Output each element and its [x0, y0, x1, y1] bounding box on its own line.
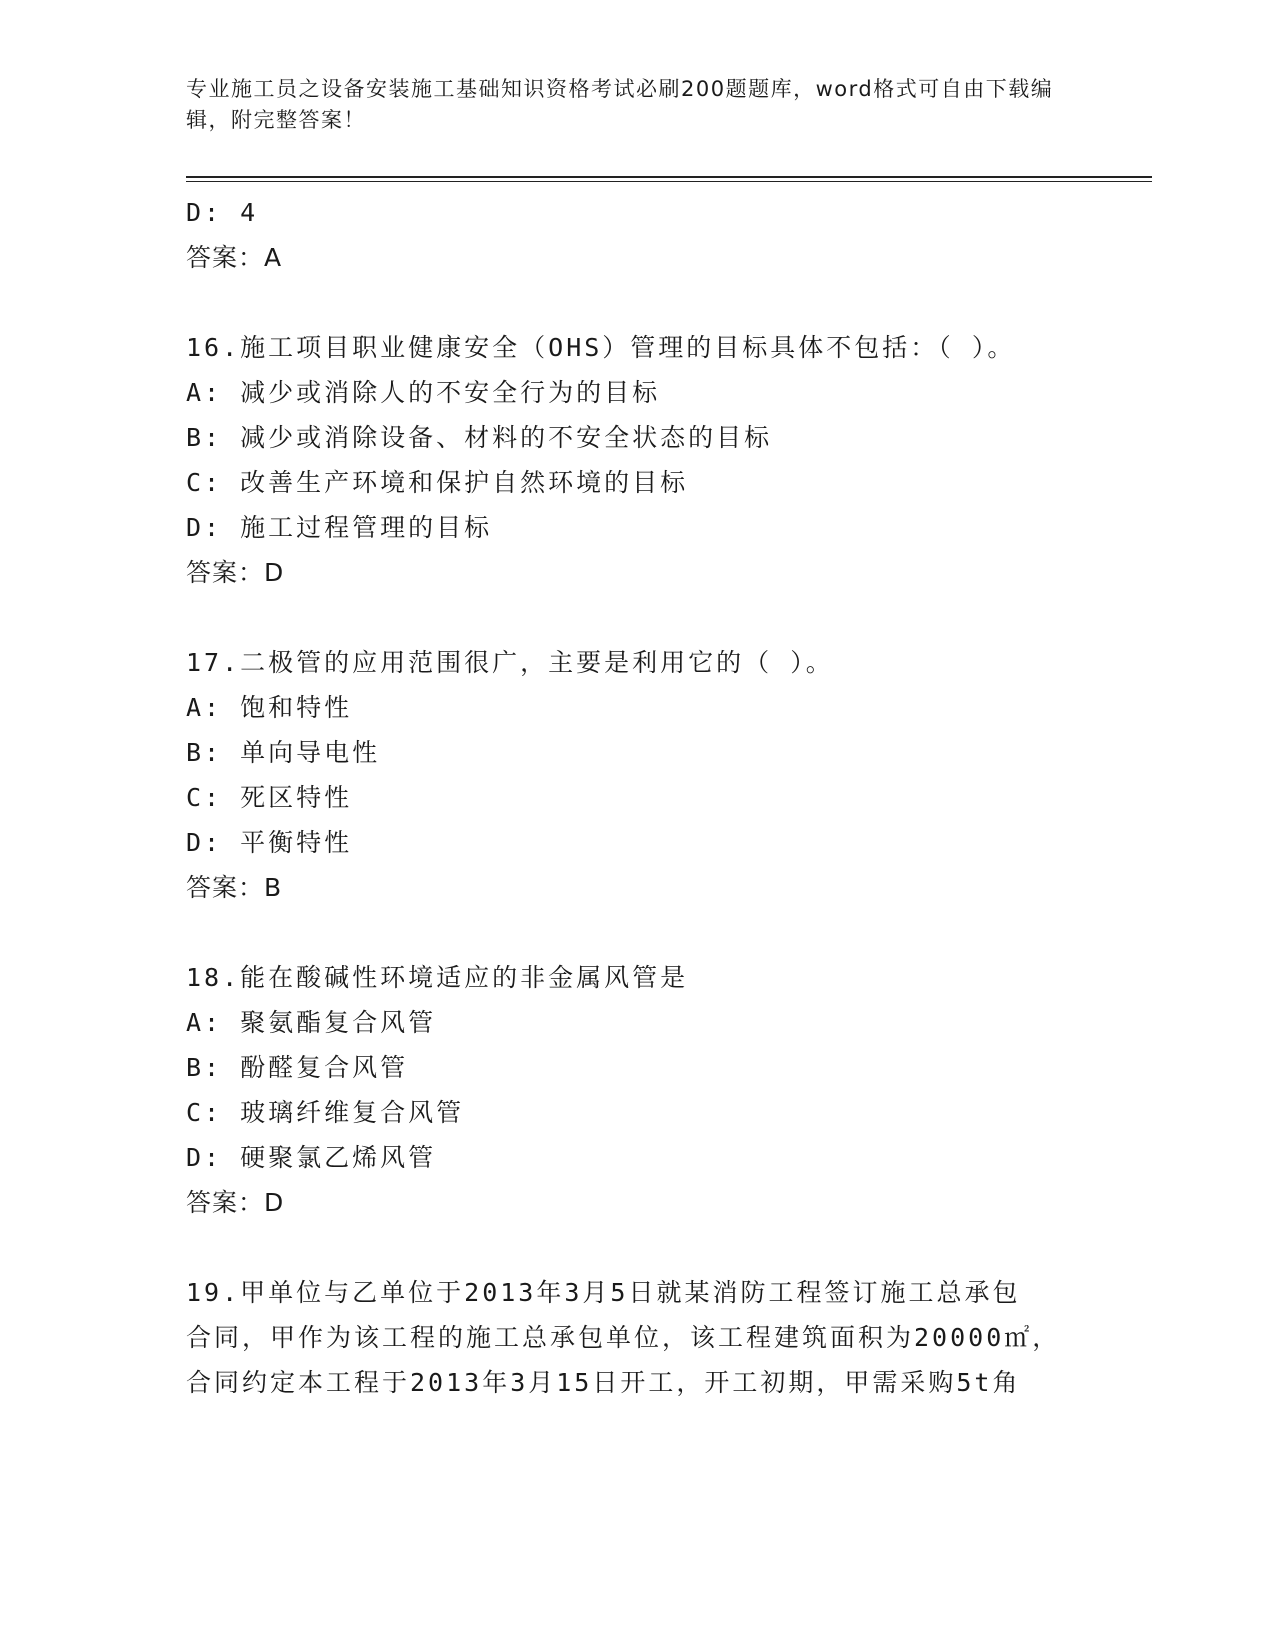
option-c: C: 玻璃纤维复合风管	[186, 1098, 465, 1127]
question-stem-line: 合同，甲作为该工程的施工总承包单位，该工程建筑面积为20000㎡，	[186, 1323, 1061, 1352]
answer-line: 答案：D	[186, 1188, 285, 1217]
option-d: D: 施工过程管理的目标	[186, 513, 493, 542]
page-header: 专业施工员之设备安装施工基础知识资格考试必刷200题题库，word格式可自由下载编辑，附完整答案！	[186, 77, 1054, 132]
question-17	[186, 640, 1086, 910]
option-b: B: 酚醛复合风管	[186, 1053, 409, 1082]
question-18	[186, 955, 1086, 1225]
option-a: A: 减少或消除人的不安全行为的目标	[186, 378, 661, 407]
header-rule	[186, 176, 1152, 178]
question-stem-line: 19.甲单位与乙单位于2013年3月5日就某消防工程签订施工总承包	[186, 1278, 1021, 1307]
question-16	[186, 325, 1086, 595]
answer-line: 答案：B	[186, 873, 283, 902]
option-d: D: 4	[186, 198, 259, 227]
question-19	[186, 1270, 1086, 1405]
option-c: C: 改善生产环境和保护自然环境的目标	[186, 468, 689, 497]
spacer	[186, 1225, 1086, 1270]
answer-line: 答案：D	[186, 558, 285, 587]
spacer	[186, 910, 1086, 955]
question-stem: 18.能在酸碱性环境适应的非金属风管是	[186, 963, 689, 992]
option-d: D: 硬聚氯乙烯风管	[186, 1143, 437, 1172]
spacer	[186, 595, 1086, 640]
option-a: A: 聚氨酯复合风管	[186, 1008, 437, 1037]
header-rule-thin	[186, 181, 1152, 182]
question-stem: 17.二极管的应用范围很广，主要是利用它的（ ）。	[186, 648, 834, 677]
question-stem: 16.施工项目职业健康安全（OHS）管理的目标具体不包括：（ ）。	[186, 333, 1016, 362]
option-a: A: 饱和特性	[186, 693, 353, 722]
option-b: B: 单向导电性	[186, 738, 381, 767]
option-b: B: 减少或消除设备、材料的不安全状态的目标	[186, 423, 773, 452]
spacer	[186, 280, 1086, 325]
answer-line: 答案：A	[186, 243, 283, 272]
question-stem-line: 合同约定本工程于2013年3月15日开工，开工初期，甲需采购5t角	[186, 1368, 1021, 1397]
question-content	[186, 190, 1086, 1405]
option-c: C: 死区特性	[186, 783, 353, 812]
option-d: D: 平衡特性	[186, 828, 353, 857]
